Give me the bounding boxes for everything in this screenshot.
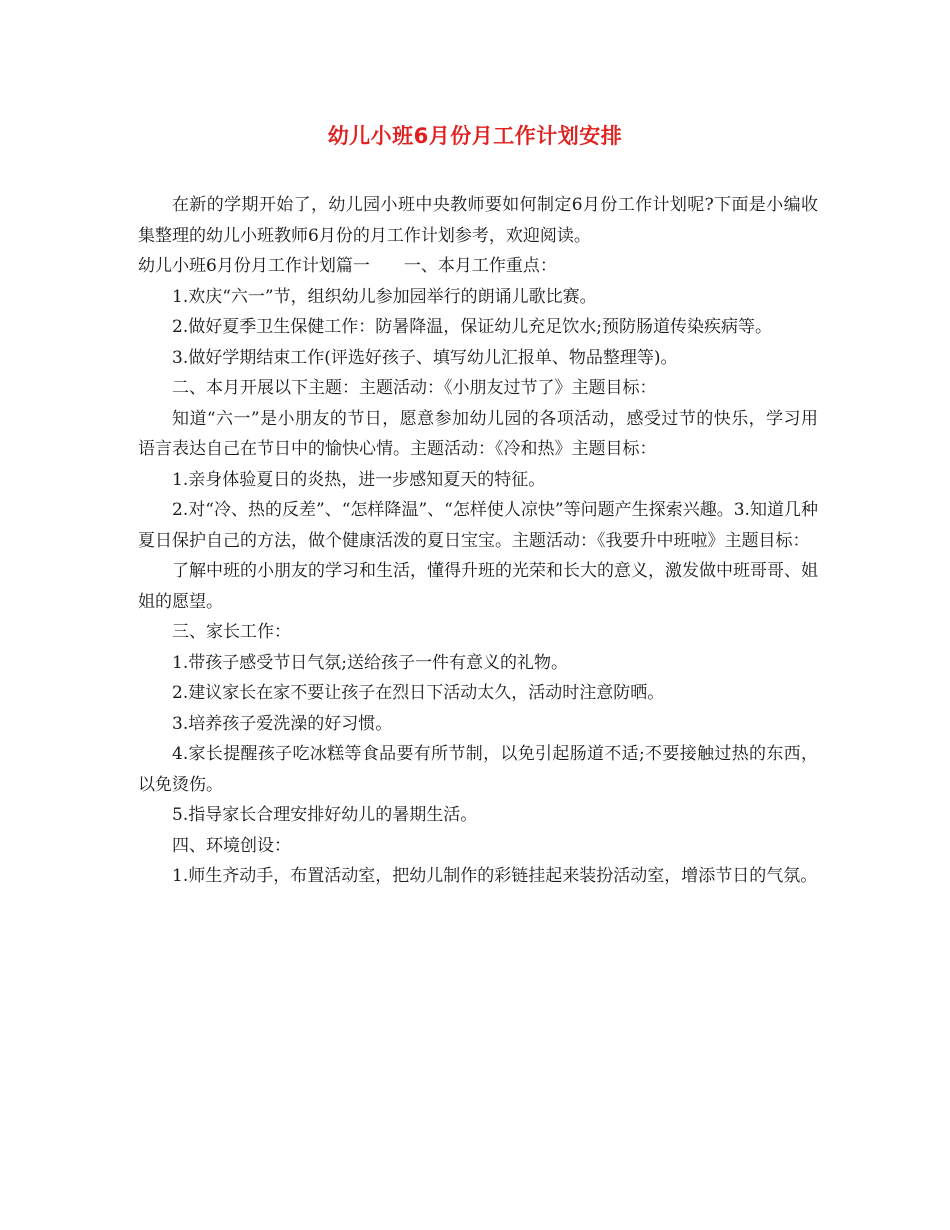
- paragraph: 在新的学期开始了，幼儿园小班中央教师要如何制定6月份工作计划呢?下面是小编收集整理的幼儿小班教师6月份的月工作计划参考，欢迎阅读。: [138, 195, 818, 246]
- paragraph: 四、环境创设：: [172, 835, 291, 856]
- paragraph: 2.对“冷、热的反差”、“怎样降温”、“怎样使人凉快”等问题产生探索兴趣。3.知道几种夏日保护自己的方法，做个健康活泼的夏日宝宝。主题活动：《我要升中班啦》主题目标：: [138, 500, 818, 551]
- paragraph: 2.做好夏季卫生保健工作：防暑降温，保证幼儿充足饮水;预防肠道传染疾病等。: [172, 317, 772, 337]
- paragraph: 3.培养孩子爱洗澡的好习惯。: [172, 713, 393, 734]
- paragraph: 1.带孩子感受节日气氛;送给孩子一件有意义的礼物。: [172, 652, 568, 673]
- paragraph: 了解中班的小朋友的学习和生活，懂得升班的光荣和长大的意义，激发做中班哥哥、姐姐的愿望。: [138, 561, 818, 612]
- document-title: 幼儿小班6月份月工作计划安排: [327, 124, 623, 148]
- document-body: [138, 190, 818, 892]
- paragraph: 幼儿小班6月份月工作计划篇一 一、本月工作重点：: [138, 256, 557, 276]
- paragraph: 2.建议家长在家不要让孩子在烈日下活动太久，活动时注意防晒。: [172, 683, 665, 703]
- paragraph: 二、本月开展以下主题：主题活动：《小朋友过节了》主题目标：: [172, 378, 657, 398]
- paragraph: 三、家长工作：: [172, 622, 291, 642]
- paragraph: 知道“六一”是小朋友的节日，愿意参加幼儿园的各项活动，感受过节的快乐，学习用语言表达自己在节日中的愉快心情。主题活动：《冷和热》主题目标：: [138, 408, 818, 459]
- paragraph: 3.做好学期结束工作(评选好孩子、填写幼儿汇报单、物品整理等)。: [172, 347, 678, 368]
- paragraph: 1.欢庆“六一”节，组织幼儿参加园举行的朗诵儿歌比赛。: [172, 286, 597, 307]
- paragraph: 1.亲身体验夏日的炎热，进一步感知夏天的特征。: [172, 469, 546, 490]
- paragraph: 5.指导家长合理安排好幼儿的暑期生活。: [172, 805, 478, 825]
- paragraph: 4.家长提醒孩子吃冰糕等食品要有所节制，以免引起肠道不适;不要接触过热的东西，以免烫伤。: [138, 744, 818, 795]
- paragraph: 1.师生齐动手，布置活动室，把幼儿制作的彩链挂起来装扮活动室，增添节日的气氛。: [172, 866, 818, 886]
